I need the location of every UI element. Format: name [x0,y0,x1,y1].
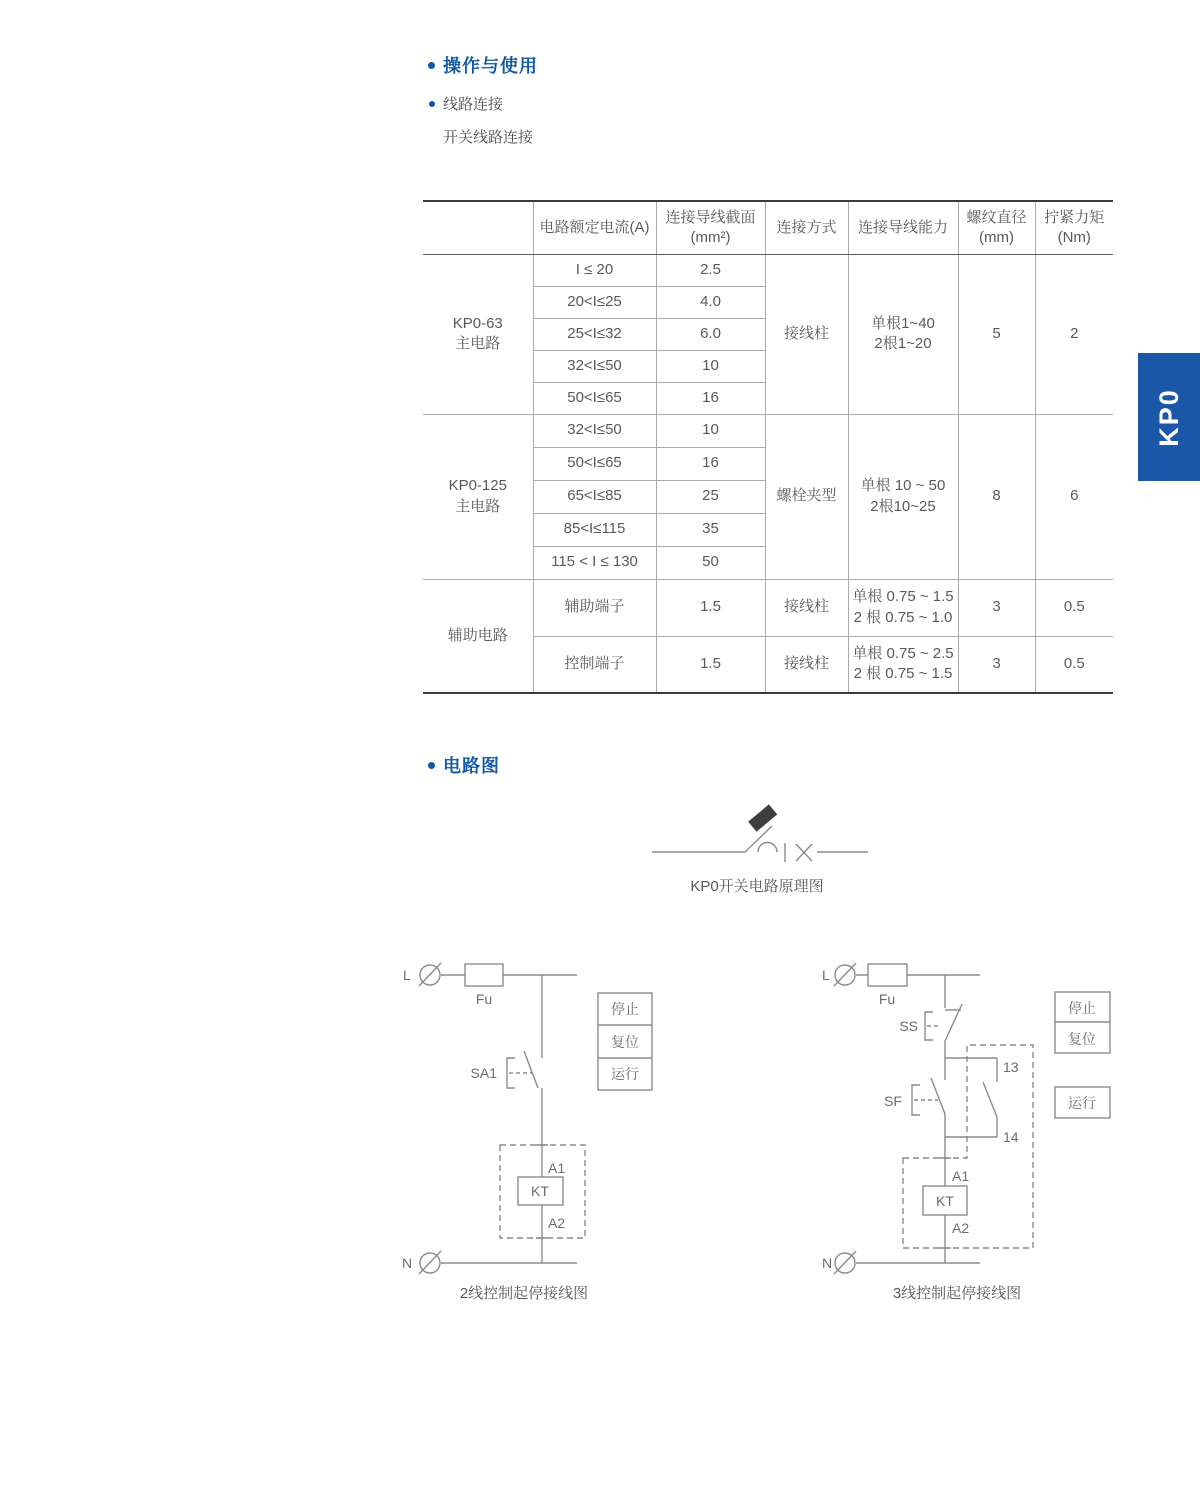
cell-section: 50 [656,546,765,579]
wire [945,1114,997,1158]
capacity-line2: 2 根 0.75 ~ 1.5 [853,665,953,683]
legend-reset: 复位 [1068,1031,1096,1047]
header-thread-line2: (mm) [979,228,1014,246]
cell-section: 10 [656,350,765,382]
terminal-slash [419,1251,441,1274]
cell-section: 2.5 [656,254,765,286]
cell-thread: 3 [958,636,1035,693]
cell-section: 4.0 [656,286,765,318]
section-wiring-title: 线路连接 [443,96,504,113]
terminal-slash [834,1251,856,1274]
cell-group-name [423,254,533,414]
terminal-slash [834,963,856,986]
principle-caption: KP0开关电路原理图 [690,878,824,895]
table-row [423,254,1113,286]
header-torque-line1: 拧紧力矩 [1044,208,1105,226]
switch-sf-blade [931,1078,945,1114]
cell-section: 10 [656,414,765,447]
capacity-line1: 单根 10 ~ 50 [860,477,946,495]
header-thread [958,201,1035,254]
cell-current: 32<I≤50 [533,350,656,382]
header-empty [423,201,533,254]
coil-a2-label: A2 [952,1220,970,1236]
coil-a2-label: A2 [548,1215,566,1231]
cell-section: 25 [656,480,765,513]
terminal-l-label: L [403,967,411,983]
group-name-line1: KP0-63 [452,314,503,332]
fuse-label: Fu [878,991,896,1007]
cell-current: 50<I≤65 [533,382,656,414]
side-tab-label: KP0 [1153,387,1184,447]
device-dashed-box [903,1045,1033,1248]
coil-a1-label: A1 [952,1168,970,1184]
switch-handle [748,804,777,831]
bullet-icon [428,762,435,769]
cell-current: 65<I≤85 [533,480,656,513]
cell-capacity [848,254,958,414]
cell-capacity [848,579,958,636]
table-row [423,414,1113,447]
header-method: 连接方式 [765,201,848,254]
contact-x [796,844,812,861]
cell-capacity [848,414,958,579]
cell-thread: 3 [958,579,1035,636]
wiring-spec-table [423,200,1113,694]
switch-sf-label: SF [884,1093,902,1109]
bullet-icon [428,62,435,69]
switch-wiring-note: 开关线路连接 [443,129,534,146]
header-capacity: 连接导线能力 [848,201,958,254]
contact-14-label: 14 [1003,1129,1019,1145]
aux-contact-blade [983,1082,997,1117]
legend-reset: 复位 [611,1034,639,1050]
capacity-line2: 2根10~25 [870,497,936,515]
cell-current: 25<I≤32 [533,318,656,350]
cell-section: 16 [656,447,765,480]
cell-thread: 5 [958,254,1035,414]
cell-terminal: 辅助端子 [533,579,656,636]
header-torque [1035,201,1113,254]
legend-stop: 停止 [611,1001,639,1017]
group-name-line2: 主电路 [455,497,501,515]
capacity-line1: 单根 0.75 ~ 1.5 [852,588,954,606]
header-thread-line1: 螺纹直径 [966,208,1027,226]
capacity-line2: 2 根 0.75 ~ 1.0 [853,608,953,626]
cell-method: 接线柱 [765,254,848,414]
cell-torque: 0.5 [1035,579,1113,636]
three-wire-caption: 3线控制起停接线图 [892,1285,1022,1302]
cell-method: 接线柱 [765,636,848,693]
contact-arc [758,843,777,853]
cell-section: 1.5 [656,636,765,693]
header-section [656,201,765,254]
legend-stop: 停止 [1068,1000,1096,1016]
wire [945,1041,997,1082]
capacity-line1: 单根1~40 [871,314,935,332]
cell-section: 6.0 [656,318,765,350]
cell-thread: 8 [958,414,1035,579]
switch-sa1-label: SA1 [470,1065,497,1081]
table-row [423,579,1113,636]
cell-method: 螺栓夹型 [765,414,848,579]
section-wiring [429,93,503,114]
header-current: 电路额定电流(A) [533,201,656,254]
terminal-slash [419,963,441,986]
cell-torque: 6 [1035,414,1113,579]
capacity-line1: 单根 0.75 ~ 2.5 [852,645,954,662]
cell-current: 85<I≤115 [533,513,656,546]
side-tab-kp0 [1138,353,1200,481]
header-section-line2: (mm²) [690,228,731,246]
cell-method: 接线柱 [765,579,848,636]
terminal-n-label: N [402,1255,413,1271]
cell-current: 32<I≤50 [533,414,656,447]
coil-kt-label: KT [936,1193,954,1209]
capacity-line2: 2根1~20 [874,335,932,352]
group-name-line2: 主电路 [455,335,501,352]
cell-torque: 2 [1035,254,1113,414]
fuse-symbol [868,964,907,986]
table-header-row [423,201,1113,254]
section-circuit-title: 电路图 [443,756,500,776]
cell-torque: 0.5 [1035,636,1113,693]
coil-a1-label: A1 [548,1160,566,1176]
coil-kt-label: KT [531,1183,549,1199]
cell-current: 20<I≤25 [533,286,656,318]
fuse-label: Fu [475,991,493,1007]
fuse-symbol [465,964,503,986]
section-operation-title: 操作与使用 [443,56,538,76]
contact-13-label: 13 [1003,1059,1019,1075]
terminal-l-label: L [822,967,830,983]
cell-group-name: 辅助电路 [423,579,533,693]
cell-capacity [848,636,958,693]
two-wire-diagram [395,958,665,1308]
terminal-n-label: N [822,1255,833,1271]
three-wire-diagram [815,958,1115,1313]
section-operation [428,52,538,78]
header-section-line1: 连接导线截面 [665,208,756,226]
legend-run: 运行 [611,1066,639,1082]
legend-run: 运行 [1068,1095,1096,1111]
cell-group-name [423,414,533,579]
header-torque-line2: (Nm) [1057,228,1091,246]
wire [441,975,577,1058]
cell-section: 16 [656,382,765,414]
switch-sa1-blade [524,1051,538,1088]
bullet-icon [429,101,435,107]
group-name-line1: KP0-125 [448,477,507,495]
cell-current: 115 < I ≤ 130 [533,546,656,579]
switch-ss-label: SS [899,1018,918,1034]
cell-section: 35 [656,513,765,546]
wire [856,975,980,1008]
cell-current: 50<I≤65 [533,447,656,480]
section-circuit [428,752,500,778]
cell-current: I ≤ 20 [533,254,656,286]
principle-diagram [620,795,900,903]
cell-section: 1.5 [656,579,765,636]
two-wire-caption: 2线控制起停接线图 [459,1285,589,1302]
cell-terminal: 控制端子 [533,636,656,693]
